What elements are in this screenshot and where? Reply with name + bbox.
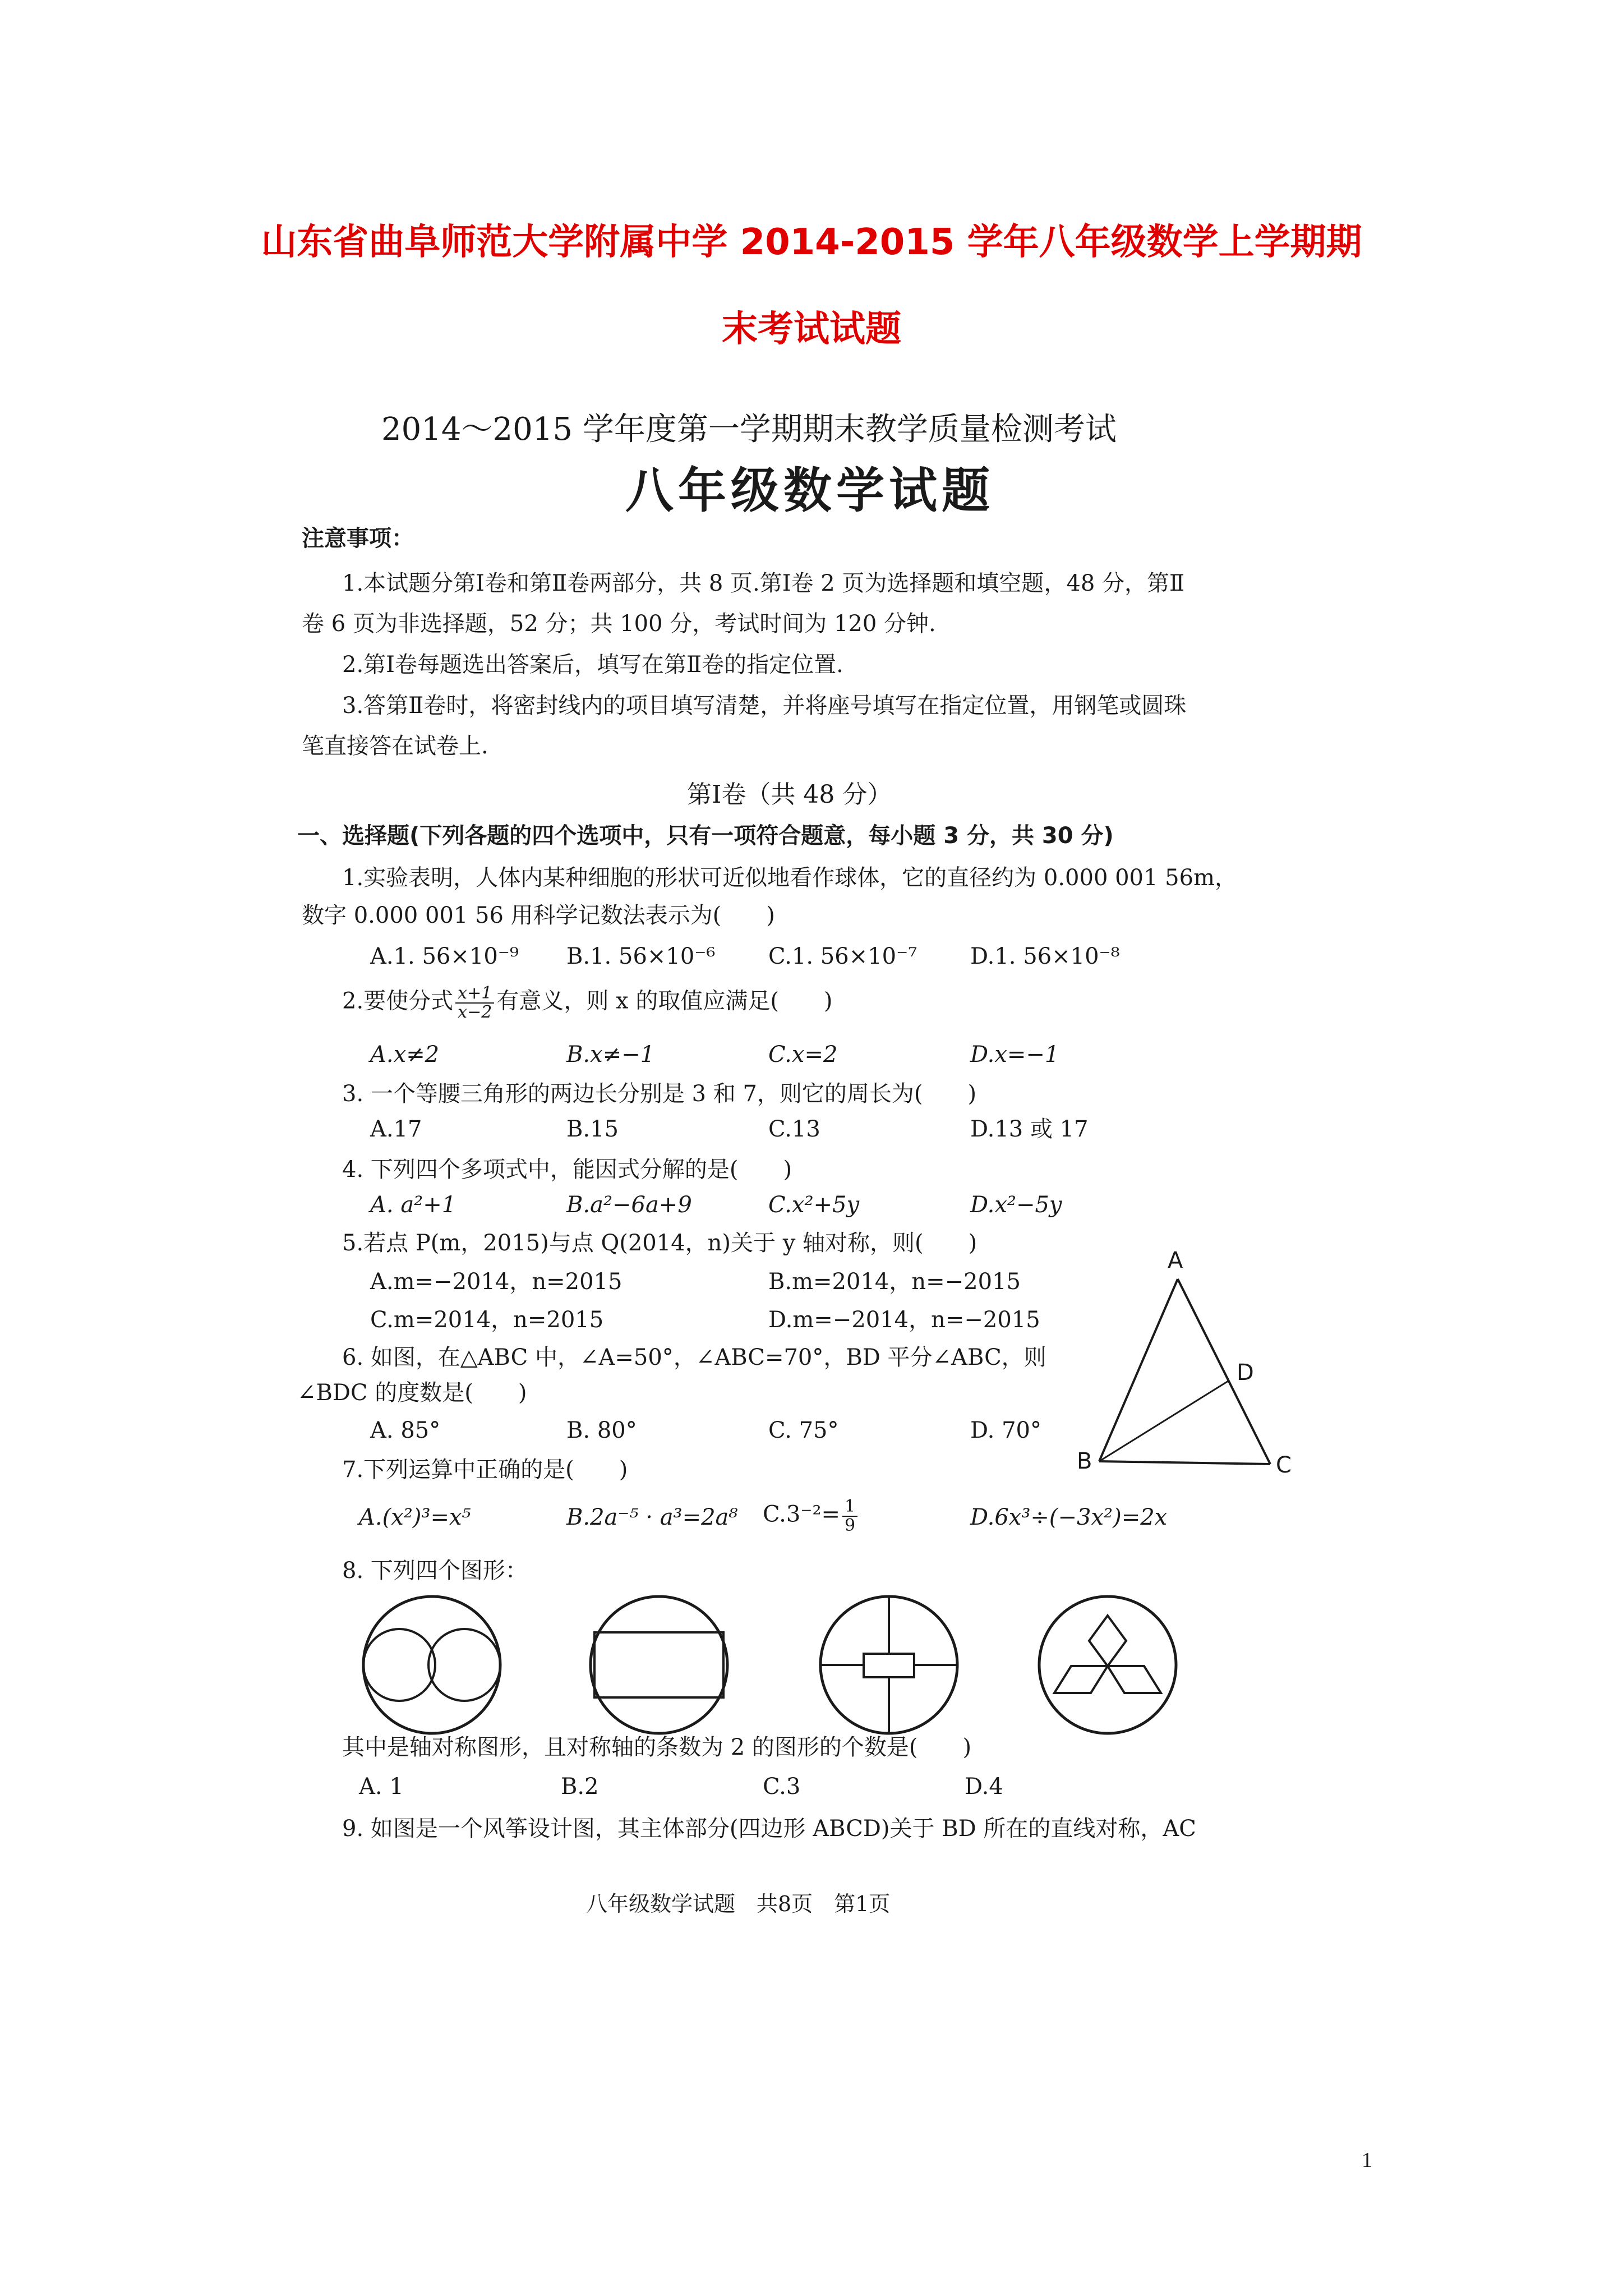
question-8-question: 其中是轴对称图形，且对称轴的条数为 2 的图形的个数是( ) xyxy=(342,1734,972,1760)
question-2-prefix: 2.要使分式 xyxy=(342,988,454,1014)
exam-title: 八年级数学试题 xyxy=(625,463,994,519)
document-title-line2: 末考试试题 xyxy=(722,309,901,350)
question-8-option-c: C.3 xyxy=(763,1774,801,1800)
question-3-option-c: C.13 xyxy=(768,1116,820,1142)
notice-item-1-line-2: 卷 6 页为非选择题，52 分；共 100 分，考试时间为 120 分钟. xyxy=(302,611,936,637)
question-1-line-1: 1.实验表明，人体内某种细胞的形状可近似地看作球体，它的直径约为 0.000 001 56m， xyxy=(342,865,1237,891)
question-6-line-1: 6. 如图，在△ABC 中，∠A=50°，∠ABC=70°，BD 平分∠ABC，则 xyxy=(342,1345,1046,1370)
question-2-option-a: A.x≠2 xyxy=(370,1042,440,1068)
question-7-option-c-fraction xyxy=(842,1498,857,1534)
question-2-option-d: D.x=−1 xyxy=(970,1042,1059,1068)
question-7-option-a: A.(x²)³=x⁵ xyxy=(359,1504,471,1530)
page-number: 1 xyxy=(1362,2148,1372,2172)
point-label-d: D xyxy=(1237,1360,1254,1386)
triangle-abc-figure xyxy=(1066,1234,1324,1498)
question-7-option-c-prefix: C.3⁻²= xyxy=(763,1501,841,1527)
vertex-label-a: A xyxy=(1168,1248,1183,1273)
figure-circle-three-diamonds xyxy=(1039,1596,1176,1733)
notice-item-3-line-1: 3.答第Ⅱ卷时，将密封线内的项目填写清楚，并将座号填写在指定位置，用钢笔或圆珠 xyxy=(342,693,1187,719)
question-3-option-d: D.13 或 17 xyxy=(970,1116,1089,1142)
question-2-fraction-numerator: x+1 xyxy=(455,984,494,1004)
triangle-side-ac xyxy=(1178,1279,1270,1464)
question-3-stem: 3. 一个等腰三角形的两边长分别是 3 和 7，则它的周长为( ) xyxy=(342,1081,977,1107)
question-6-line-2: ∠BDC 的度数是( ) xyxy=(297,1380,527,1406)
question-5-option-c: C.m=2014，n=2015 xyxy=(370,1307,604,1333)
figure-circle-two-circles xyxy=(363,1596,500,1733)
question-2-fraction xyxy=(455,984,494,1021)
question-2-fraction-denominator: x−2 xyxy=(458,1002,492,1022)
question-3-option-a: A.17 xyxy=(370,1116,422,1142)
question-2-option-c: C.x=2 xyxy=(768,1042,838,1068)
question-3-option-b: B.15 xyxy=(566,1116,619,1142)
volume-title: 第Ⅰ卷（共 48 分） xyxy=(687,780,892,809)
question-6-option-c: C. 75° xyxy=(768,1418,839,1443)
notice-heading: 注意事项： xyxy=(302,526,414,551)
question-1-option-b: B.1. 56×10⁻⁶ xyxy=(566,944,716,969)
four-figures-row xyxy=(359,1593,1178,1739)
question-1-option-d: D.1. 56×10⁻⁸ xyxy=(970,944,1120,969)
page-footer: 八年级数学试题 共8页 第1页 xyxy=(586,1892,891,1916)
question-4-option-c: C.x²+5y xyxy=(768,1192,860,1218)
question-1-line-2: 数字 0.000 001 56 用科学记数法表示为( ) xyxy=(302,903,775,928)
triangle-side-ab xyxy=(1099,1279,1178,1461)
question-5-stem: 5.若点 P(m，2015)与点 Q(2014，n)关于 y 轴对称，则( ) xyxy=(342,1230,978,1256)
question-5-option-d: D.m=−2014，n=−2015 xyxy=(768,1307,1040,1333)
vertex-label-b: B xyxy=(1077,1448,1092,1474)
question-2-option-b: B.x≠−1 xyxy=(566,1042,655,1068)
question-6-option-a: A. 85° xyxy=(370,1418,441,1443)
figure-circle-cross-rectangle xyxy=(820,1596,957,1733)
question-7-option-b: B.2a⁻⁵ · a³=2a⁸ xyxy=(566,1504,738,1530)
question-2-stem xyxy=(342,984,833,1021)
question-7-option-d: D.6x³÷(−3x²)=2x xyxy=(970,1504,1168,1530)
question-8-stem: 8. 下列四个图形： xyxy=(342,1558,528,1584)
triangle-side-bc xyxy=(1099,1461,1270,1464)
question-8-option-b: B.2 xyxy=(561,1774,599,1800)
document-title-line1: 山东省曲阜师范大学附属中学 2014-2015 学年八年级数学上学期期 xyxy=(261,222,1362,263)
question-7-option-c xyxy=(763,1498,860,1534)
question-4-option-d: D.x²−5y xyxy=(970,1192,1062,1218)
part-one-heading: 一、选择题(下列各题的四个选项中，只有一项符合题意，每小题 3 分，共 30 分) xyxy=(297,823,1114,849)
figure-circle-rectangle xyxy=(591,1596,727,1733)
vertex-label-c: C xyxy=(1276,1452,1292,1478)
notice-item-2: 2.第Ⅰ卷每题选出答案后，填写在第Ⅱ卷的指定位置. xyxy=(342,652,843,678)
exam-subtitle: 2014～2015 学年度第一学期期末教学质量检测考试 xyxy=(381,411,1117,448)
question-5-option-b: B.m=2014，n=−2015 xyxy=(768,1269,1021,1295)
question-1-option-c: C.1. 56×10⁻⁷ xyxy=(768,944,917,969)
question-6-option-d: D. 70° xyxy=(970,1418,1041,1443)
question-7-stem: 7.下列运算中正确的是( ) xyxy=(342,1457,628,1483)
question-9-line-1: 9. 如图是一个风筝设计图，其主体部分(四边形 ABCD)关于 BD 所在的直线对称，AC xyxy=(342,1816,1196,1842)
angle-bisector-bd xyxy=(1099,1381,1228,1461)
notice-item-1-line-1: 1.本试题分第Ⅰ卷和第Ⅱ卷两部分，共 8 页.第Ⅰ卷 2 页为选择题和填空题，48 分，第Ⅱ xyxy=(342,570,1185,596)
question-1-option-a: A.1. 56×10⁻⁹ xyxy=(370,944,519,969)
question-4-option-b: B.a²−6a+9 xyxy=(566,1192,692,1218)
question-6-option-b: B. 80° xyxy=(566,1418,637,1443)
question-4-stem: 4. 下列四个多项式中，能因式分解的是( ) xyxy=(342,1157,792,1182)
notice-item-3-line-2: 笔直接答在试卷上. xyxy=(302,733,488,759)
question-7-option-c-denominator: 9 xyxy=(845,1515,856,1535)
question-4-option-a: A. a²+1 xyxy=(370,1192,457,1218)
question-7-option-c-numerator: 1 xyxy=(842,1498,857,1517)
question-8-option-d: D.4 xyxy=(965,1774,1003,1800)
question-8-option-a: A. 1 xyxy=(359,1774,404,1800)
question-5-option-a: A.m=−2014，n=2015 xyxy=(370,1269,623,1295)
question-2-suffix: 有意义，则 x 的取值应满足( ) xyxy=(496,988,833,1014)
